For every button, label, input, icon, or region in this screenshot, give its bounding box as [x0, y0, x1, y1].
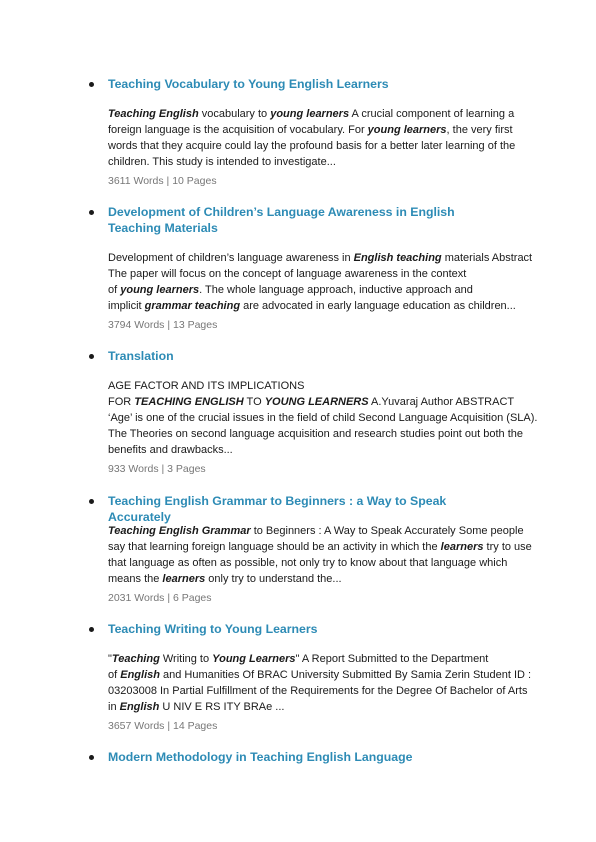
snippet-text: " A Report Submitted to the Department	[295, 653, 489, 665]
snippet-text: benefits and drawbacks...	[108, 444, 233, 456]
snippet-text: . The whole language approach, inductive approach and	[199, 284, 473, 296]
bullet-icon	[89, 82, 94, 87]
result-meta: 2031 Words | 6 Pages	[108, 592, 212, 604]
snippet-text: TO	[243, 396, 265, 408]
result-snippet	[108, 523, 532, 587]
highlighted-keyword: TEACHING ENGLISH	[134, 396, 244, 408]
snippet-line	[108, 394, 518, 410]
snippet-line	[108, 282, 518, 298]
snippet-text: "	[108, 653, 112, 665]
snippet-line	[108, 667, 532, 683]
snippet-text: words that they acquire could lay the profound basis for a better later learning of the	[108, 140, 516, 152]
result-meta: 3611 Words | 10 Pages	[108, 175, 217, 187]
snippet-line	[108, 138, 518, 154]
highlighted-keyword: young learners	[270, 108, 350, 120]
snippet-text: means the	[108, 573, 163, 585]
snippet-line	[108, 266, 518, 282]
highlighted-keyword: learners	[440, 541, 484, 553]
snippet-text: of	[108, 284, 121, 296]
snippet-text: materials Abstract	[441, 252, 533, 264]
snippet-line	[108, 699, 518, 715]
highlighted-keyword: Teaching English Grammar	[108, 525, 251, 537]
snippet-text: U NIV E RS ITY BRAe ...	[159, 701, 285, 713]
snippet-text: 03203008 In Partial Fulfillment of the Requirements for the Degree Of Bachelor of Arts	[108, 685, 528, 697]
snippet-line	[108, 651, 518, 667]
snippet-line	[108, 122, 518, 138]
result-title-link[interactable]: Teaching Writing to Young Learners	[108, 622, 318, 636]
snippet-text: FOR	[108, 396, 135, 408]
highlighted-keyword: grammar teaching	[144, 300, 241, 312]
snippet-line	[108, 106, 518, 122]
highlighted-keyword: YOUNG LEARNERS	[264, 396, 369, 408]
highlighted-keyword: English	[119, 701, 160, 713]
highlighted-keyword: Teaching English	[108, 108, 199, 120]
snippet-line	[108, 298, 518, 314]
result-title-link[interactable]: Teaching English Grammar to Beginners : a Way to Speak Accurately	[108, 494, 447, 524]
result-snippet	[108, 378, 538, 458]
snippet-text: implicit	[108, 300, 145, 312]
snippet-text: in	[108, 701, 120, 713]
result-title-link[interactable]: Translation	[108, 349, 174, 363]
result-meta: 933 Words | 3 Pages	[108, 463, 206, 475]
highlighted-keyword: Teaching	[111, 653, 160, 665]
snippet-text: and Humanities Of BRAC University Submitted By Samia Zerin Student ID :	[159, 669, 532, 681]
highlighted-keyword: young learners	[367, 124, 447, 136]
snippet-text: children. This study is intended to investigate...	[108, 156, 336, 168]
snippet-text: that language as often as possible, not only try to know about that language which	[108, 557, 508, 569]
result-meta: 3794 Words | 13 Pages	[108, 319, 218, 331]
highlighted-keyword: Young Learners	[212, 653, 296, 665]
result-title-link[interactable]: Development of Children’s Language Awareness in English Teaching Materials	[108, 205, 455, 235]
snippet-text: Writing to	[159, 653, 213, 665]
snippet-line	[108, 426, 524, 442]
snippet-text: AGE FACTOR AND ITS IMPLICATIONS	[108, 380, 305, 392]
highlighted-keyword: learners	[162, 573, 206, 585]
result-title-link[interactable]: Teaching Vocabulary to Young English Learners	[108, 77, 389, 91]
highlighted-keyword: young learners	[120, 284, 200, 296]
snippet-text: The Theories on second language acquisition and research studies point out both the	[108, 428, 524, 440]
snippet-line	[108, 555, 518, 571]
bullet-icon	[89, 354, 94, 359]
snippet-text: vocabulary to	[198, 108, 271, 120]
snippet-line	[108, 571, 518, 587]
snippet-text: foreign language is the acquisition of vocabulary. For	[108, 124, 368, 136]
snippet-text: A crucial component of learning a	[349, 108, 515, 120]
snippet-text: say that learning foreign language should be an activity in which the	[108, 541, 441, 553]
snippet-text: The paper will focus on the concept of language awareness in the context	[108, 268, 467, 280]
snippet-text: try to use	[483, 541, 532, 553]
snippet-text: only try to understand the...	[205, 573, 342, 585]
highlighted-keyword: English	[120, 669, 160, 681]
highlighted-keyword: English teaching	[353, 252, 442, 264]
snippet-line	[108, 410, 538, 426]
snippet-line	[108, 378, 518, 394]
bullet-icon	[89, 499, 94, 504]
snippet-text: ‘Age’ is one of the crucial issues in the field of child Second Language Acquisition (SLA).	[108, 412, 538, 424]
snippet-text: of	[108, 669, 121, 681]
snippet-text: are advocated in early language education as children...	[240, 300, 516, 312]
bullet-icon	[89, 755, 94, 760]
snippet-line	[108, 523, 524, 539]
result-snippet	[108, 250, 533, 314]
result-snippet	[108, 106, 518, 170]
snippet-line	[108, 539, 532, 555]
snippet-line	[108, 683, 528, 699]
bullet-icon	[89, 627, 94, 632]
snippet-line	[108, 154, 518, 170]
snippet-text: to Beginners : A Way to Speak Accurately Some people	[250, 525, 524, 537]
result-snippet	[108, 651, 532, 715]
snippet-text: A.Yuvaraj Author ABSTRACT	[368, 396, 515, 408]
result-title-link[interactable]: Modern Methodology in Teaching English Language	[108, 750, 413, 764]
snippet-text: Development of children’s language awareness in	[108, 252, 354, 264]
snippet-text: , the very first	[446, 124, 513, 136]
snippet-line	[108, 442, 518, 458]
bullet-icon	[89, 210, 94, 215]
result-meta: 3657 Words | 14 Pages	[108, 720, 218, 732]
snippet-line	[108, 250, 533, 266]
